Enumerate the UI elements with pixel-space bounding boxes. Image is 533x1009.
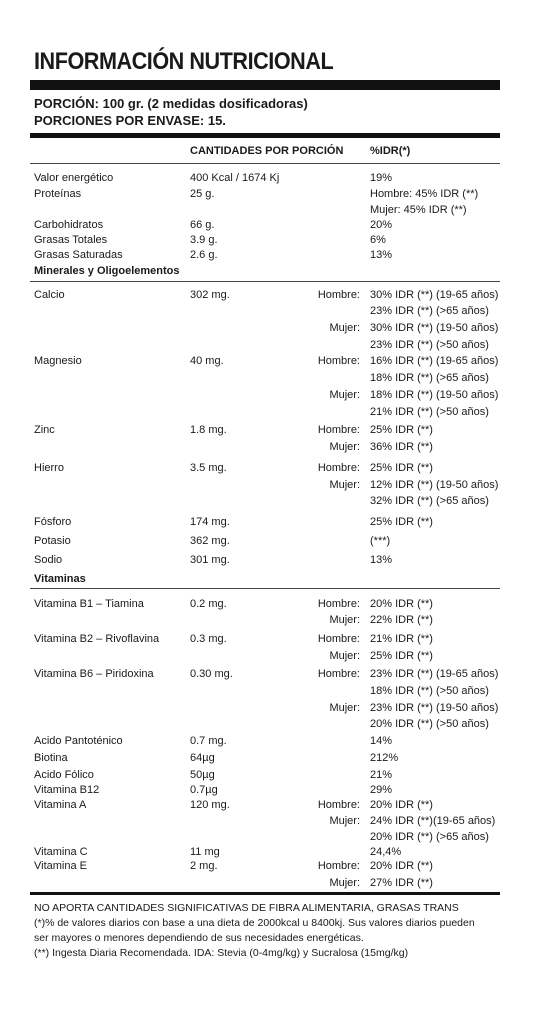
- nutrient-pct: 20% IDR (**): [370, 598, 433, 610]
- nutrient-amount: 1.8 mg.: [190, 424, 227, 436]
- nutrient-sex: Mujer:: [329, 614, 360, 626]
- nutrient-pct: 20% IDR (**) (>50 años): [370, 718, 489, 730]
- nutrient-sex: Hombre:: [317, 668, 360, 680]
- nutrient-amount: 0.7 mg.: [190, 735, 227, 747]
- nutrient-pct: 18% IDR (**) (19-50 años): [370, 389, 499, 401]
- nutrient-sex: Mujer:: [329, 702, 360, 714]
- nutrient-sex: Hombre:: [317, 289, 360, 301]
- nutrient-pct: 25% IDR (**): [370, 424, 433, 436]
- nutrient-amount: 11 mg: [190, 846, 220, 858]
- divider: [30, 163, 500, 164]
- nutrient-sex: Hombre:: [317, 424, 360, 436]
- nutrient-amount: 64µg: [190, 752, 215, 764]
- nutrient-amount: 25 g.: [190, 188, 215, 200]
- footer-note: (*)% de valores diarios con base a una dieta de 2000kcal u 8400kj. Sus valores diarios pueden: [34, 917, 475, 929]
- nutrient-label: Calcio: [34, 289, 65, 301]
- nutrient-pct: 30% IDR (**) (19-50 años): [370, 322, 499, 334]
- divider: [30, 281, 500, 282]
- nutrient-label: Sodio: [34, 554, 63, 566]
- nutrient-pct: 25% IDR (**): [370, 516, 433, 528]
- nutrient-amount: 400 Kcal / 1674 Kj: [190, 172, 280, 184]
- nutrient-label: Valor energético: [34, 172, 114, 184]
- nutrient-pct: 6%: [370, 234, 386, 246]
- nutrient-pct: Hombre: 45% IDR (**): [370, 188, 479, 200]
- nutrient-label: Vitamina B1 – Tiamina: [34, 598, 144, 610]
- nutrient-sex: Mujer:: [329, 877, 360, 889]
- nutrient-amount: 50µg: [190, 769, 215, 781]
- nutrient-sex: Hombre:: [317, 860, 360, 872]
- nutrient-pct: 36% IDR (**): [370, 441, 433, 453]
- nutrient-amount: 66 g.: [190, 219, 215, 231]
- nutrient-sex: Hombre:: [317, 598, 360, 610]
- nutrient-pct: 212%: [370, 752, 399, 764]
- nutrient-amount: 3.5 mg.: [190, 462, 227, 474]
- nutrient-sex: Mujer:: [329, 815, 360, 827]
- nutrient-amount: 2.6 g.: [190, 249, 218, 261]
- nutrient-pct: 22% IDR (**): [370, 614, 433, 626]
- nutrient-pct: 23% IDR (**) (19-65 años): [370, 668, 499, 680]
- nutrient-pct: 24,4%: [370, 846, 402, 858]
- nutrient-amount: 174 mg.: [190, 516, 230, 528]
- nutrient-pct: 20% IDR (**) (>65 años): [370, 831, 489, 843]
- nutrient-pct: 13%: [370, 249, 393, 261]
- nutrient-sex: Mujer:: [329, 479, 360, 491]
- nutrient-label: Vitamina A: [34, 799, 87, 811]
- nutrient-label: Magnesio: [34, 355, 82, 367]
- nutrient-pct: 20%: [370, 219, 393, 231]
- nutrient-pct: 19%: [370, 172, 393, 184]
- nutrient-pct: 21%: [370, 769, 393, 781]
- nutrient-label: Vitamina B12: [34, 784, 100, 796]
- nutrient-amount: 120 mg.: [190, 799, 230, 811]
- nutrient-label: Vitamina B6 – Piridoxina: [34, 668, 154, 680]
- nutrient-sex: Mujer:: [329, 389, 360, 401]
- nutrient-amount: 3.9 g.: [190, 234, 218, 246]
- title-bar: [30, 80, 500, 90]
- nutrient-amount: 2 mg.: [190, 860, 218, 872]
- nutrient-sex: Hombre:: [317, 462, 360, 474]
- nutrient-label: Carbohidratos: [34, 219, 104, 231]
- divider: [30, 588, 500, 589]
- nutrient-label: Acido Fólico: [34, 769, 94, 781]
- page-title: INFORMACIÓN NUTRICIONAL: [34, 48, 334, 75]
- footer-note: (**) Ingesta Diaria Recomendada. IDA: Stevia (0-4mg/kg) y Sucralosa (15mg/kg): [34, 947, 409, 959]
- nutrient-amount: 0.30 mg.: [190, 668, 233, 680]
- nutrient-sex: Mujer:: [329, 441, 360, 453]
- nutrient-pct: 27% IDR (**): [370, 877, 433, 889]
- nutrient-pct: 23% IDR (**) (>65 años): [370, 305, 489, 317]
- nutrient-pct: 29%: [370, 784, 393, 796]
- nutrient-pct: 23% IDR (**) (19-50 años): [370, 702, 499, 714]
- nutrient-label: Grasas Saturadas: [34, 249, 123, 261]
- nutrient-pct: 13%: [370, 554, 393, 566]
- nutrient-label: Vitamina B2 – Rivoflavina: [34, 633, 160, 645]
- nutrient-label: Vitamina C: [34, 846, 88, 858]
- nutrient-sex: Hombre:: [317, 633, 360, 645]
- nutrient-label: Hierro: [34, 462, 64, 474]
- nutrient-sex: Hombre:: [317, 355, 360, 367]
- section-heading: Vitaminas: [34, 573, 86, 585]
- nutrient-label: Biotina: [34, 752, 68, 764]
- nutrient-label: Grasas Totales: [34, 234, 108, 246]
- nutrient-label: Vitamina E: [34, 860, 87, 872]
- nutrient-label: Potasio: [34, 535, 71, 547]
- nutrient-sex: Mujer:: [329, 322, 360, 334]
- nutrient-amount: 0.2 mg.: [190, 598, 227, 610]
- nutrient-label: Zinc: [34, 424, 55, 436]
- column-header-idr: %IDR(*): [370, 145, 411, 157]
- nutrient-pct: Mujer: 45% IDR (**): [370, 204, 467, 216]
- nutrient-sex: Hombre:: [317, 799, 360, 811]
- serving-size: PORCIÓN: 100 gr. (2 medidas dosificadoras): [34, 96, 308, 111]
- nutrient-pct: 16% IDR (**) (19-65 años): [370, 355, 499, 367]
- nutrient-pct: 20% IDR (**): [370, 799, 433, 811]
- nutrient-pct: 21% IDR (**): [370, 633, 433, 645]
- nutrient-pct: 25% IDR (**): [370, 650, 433, 662]
- nutrient-pct: 21% IDR (**) (>50 años): [370, 406, 489, 418]
- nutrient-pct: 25% IDR (**): [370, 462, 433, 474]
- nutrient-amount: 362 mg.: [190, 535, 230, 547]
- nutrient-pct: 24% IDR (**)(19-65 años): [370, 815, 496, 827]
- nutrient-sex: Mujer:: [329, 650, 360, 662]
- nutrient-pct: 23% IDR (**) (>50 años): [370, 339, 489, 351]
- nutrient-pct: 18% IDR (**) (>65 años): [370, 372, 489, 384]
- header-bar: [30, 133, 500, 138]
- nutrient-pct: 32% IDR (**) (>65 años): [370, 495, 489, 507]
- nutrient-label: Proteínas: [34, 188, 82, 200]
- footer-note: NO APORTA CANTIDADES SIGNIFICATIVAS DE FIBRA ALIMENTARIA, GRASAS TRANS: [34, 902, 459, 914]
- nutrient-amount: 40 mg.: [190, 355, 224, 367]
- nutrient-pct: 12% IDR (**) (19-50 años): [370, 479, 499, 491]
- nutrient-pct: 14%: [370, 735, 393, 747]
- column-header-amount: CANTIDADES POR PORCIÓN: [190, 145, 344, 157]
- nutrient-label: Fósforo: [34, 516, 72, 528]
- nutrient-pct: 18% IDR (**) (>50 años): [370, 685, 489, 697]
- nutrient-pct: (***): [370, 535, 391, 547]
- servings-per-container: PORCIONES POR ENVASE: 15.: [34, 113, 226, 128]
- nutrient-amount: 0.7µg: [190, 784, 218, 796]
- nutrient-label: Acido Pantoténico: [34, 735, 123, 747]
- nutrient-amount: 0.3 mg.: [190, 633, 227, 645]
- nutrient-amount: 301 mg.: [190, 554, 230, 566]
- footer-note: ser mayores o menores dependiendo de sus necesidades energéticas.: [34, 932, 364, 944]
- footer-bar: [30, 892, 500, 895]
- nutrient-pct: 20% IDR (**): [370, 860, 433, 872]
- nutrient-amount: 302 mg.: [190, 289, 230, 301]
- nutrient-pct: 30% IDR (**) (19-65 años): [370, 289, 499, 301]
- section-heading: Minerales y Oligoelementos: [34, 265, 180, 277]
